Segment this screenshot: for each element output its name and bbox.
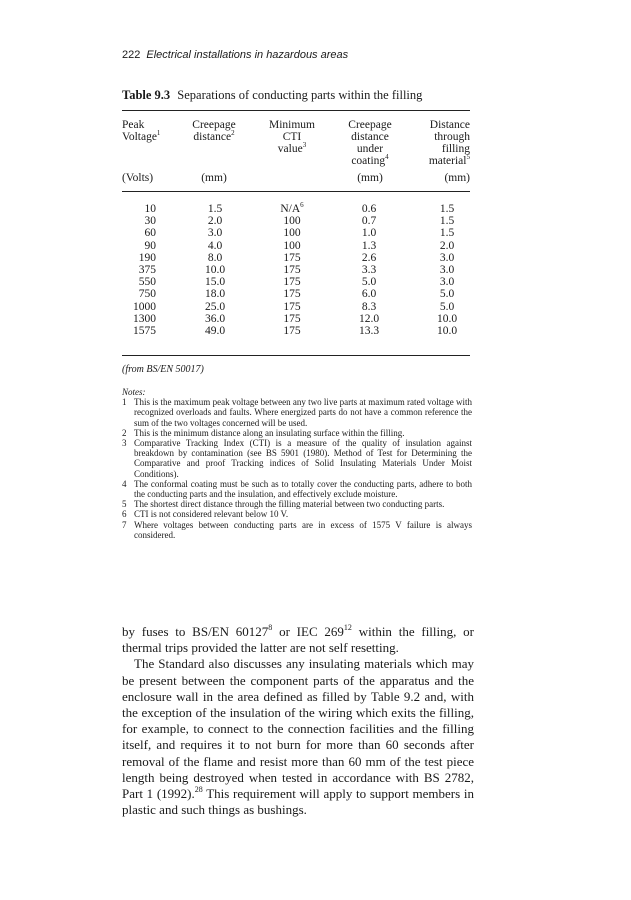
- table-cell: 36.0: [204, 312, 226, 325]
- column-header: Minimum CTI value$^3$: [268, 119, 315, 155]
- table-cell: 175: [283, 300, 301, 313]
- table-cell: 0.7: [361, 215, 377, 228]
- paragraph-1-text-b: or IEC 269: [272, 624, 344, 639]
- column-unit: (mm): [444, 172, 470, 184]
- table-cell: 2.0: [207, 215, 223, 228]
- note-item: 1 This is the maximum peak voltage between any two live parts at maximum rated voltage with recognized overloads and faults. Where energized parts do not have a common reference the sum of the two voltages concerned will be used.: [122, 397, 472, 428]
- table-header: [122, 119, 470, 189]
- table-cell: 10.0: [204, 263, 226, 276]
- table-row: [122, 203, 470, 215]
- table-top-rule: [122, 110, 470, 111]
- table-row: [122, 325, 470, 337]
- table-cell: 1575: [133, 324, 156, 337]
- table-title: Separations of conducting parts within the filling: [177, 88, 423, 102]
- paragraph-1-text-c: within the filling, or thermal trips provided the latter are not self resetting.: [122, 624, 475, 656]
- column-unit: (Volts): [122, 172, 154, 184]
- table-row: [122, 240, 470, 252]
- notes-title: Notes:: [122, 387, 146, 397]
- table-cell: 3.0: [207, 227, 223, 240]
- note-item: 4 The conformal coating must be such as to totally cover the conducting parts, adhere to both the conducting parts and the insulation, and effectively exclude moisture.: [122, 478, 472, 500]
- notes-section: [122, 387, 472, 540]
- table-cell: 12.0: [358, 312, 380, 325]
- table-cell: 8.3: [361, 300, 377, 313]
- table-cell: 1.5: [207, 203, 223, 215]
- citation-ref: 8: [268, 623, 273, 632]
- table-row: [122, 252, 470, 264]
- table-cell: 2.0: [439, 239, 455, 252]
- table-cell: 1.5: [439, 227, 455, 240]
- paragraph-2: [122, 656, 474, 818]
- table-cell: 1.3: [361, 239, 377, 252]
- table-cell: 1000: [133, 300, 156, 313]
- table-cell: 13.3: [358, 324, 380, 337]
- table-cell: 3.3: [361, 263, 377, 276]
- table-cell: 175: [283, 251, 301, 264]
- table-cell: 3.0: [439, 251, 455, 264]
- table-row: [122, 227, 470, 239]
- table-cell: 4.0: [207, 239, 223, 252]
- table-cell: 1.0: [361, 227, 377, 240]
- table-source: (from BS/EN 50017): [122, 364, 204, 375]
- paragraph-1-text-a: by fuses to BS/EN 60127: [122, 624, 269, 639]
- column-unit: (mm): [201, 172, 227, 184]
- table-cell: 100: [283, 239, 301, 252]
- column-header: Creepage distance under coating$^4$: [348, 119, 392, 167]
- table-cell: 18.0: [204, 288, 226, 301]
- table-cell: 175: [283, 263, 301, 276]
- table-cell: 550: [138, 276, 156, 289]
- table-row: [122, 264, 470, 276]
- paragraph-2-text-a: The Standard also discusses any insulating materials which may be present between the component parts of the apparatus and the enclosure wall in the area defined as filled by Table 9.2 and, with the exception of the insulation of the wiring which exits the filling, for example, to connect to the connection facilities and the filling itself, and requires it to not burn for more than 60 seconds after removal of the flame and resist more than 60 mm of the test piece length being destroyed when tested in accordance with BS 2782, Part 1 (1992).: [122, 656, 474, 802]
- paragraph-1: [122, 624, 474, 656]
- table-cell: 15.0: [204, 276, 226, 289]
- note-item: 7 Where voltages between conducting parts are in excess of 1575 V failure is always considered.: [122, 519, 472, 540]
- table-cell: 2.6: [361, 251, 377, 264]
- table-cell: 5.0: [439, 300, 455, 313]
- table-cell: 60: [144, 227, 156, 240]
- page-number: 222: [122, 49, 141, 61]
- column-header: Creepage distance$^2$: [192, 119, 236, 143]
- table-cell: 6.0: [361, 288, 377, 301]
- table-cell: 3.0: [439, 276, 455, 289]
- column-unit: (mm): [357, 172, 383, 184]
- citation-ref: 28: [194, 785, 203, 795]
- table-cell: 100: [283, 215, 301, 228]
- paragraph-2-text-b: This requirement will apply to support members in plastic and such things as bushings.: [122, 786, 474, 818]
- table-cell: 49.0: [204, 324, 226, 337]
- table-cell: 100: [283, 227, 301, 240]
- running-head: [122, 49, 348, 61]
- table-cell: 10: [144, 203, 156, 215]
- note-item: 6 CTI is not considered relevant below 10 V.: [122, 509, 289, 520]
- table-cell: 8.0: [207, 251, 223, 264]
- table-row: [122, 313, 470, 325]
- table-header-rule: [122, 191, 470, 192]
- body-text: [122, 624, 474, 818]
- column-header: Peak Voltage$^1$: [122, 119, 161, 143]
- note-item: 2 This is the minimum distance along an insulating surface within the filling.: [122, 427, 405, 438]
- note-item: 5 The shortest direct distance through the filling material between two conducting parts.: [122, 499, 445, 510]
- table-cell: 750: [138, 288, 156, 301]
- table-cell: 175: [283, 312, 301, 325]
- table-cell: 175: [283, 324, 301, 337]
- table-row: [122, 288, 470, 300]
- table-cell: 25.0: [204, 300, 226, 313]
- table-cell: 10.0: [436, 324, 458, 337]
- table-body: [122, 203, 470, 337]
- table-caption: [122, 88, 422, 103]
- note-item: 3 Comparative Tracking Index (CTI) is a measure of the quality of insulation against breakdown by contamination (see BS 5901 (1980). Method of Test for Determining the Comparative and proof Tracking indices of Solid Insulating Materials Under Moist Conditions).: [122, 438, 472, 479]
- table-bottom-rule: [122, 355, 470, 356]
- table-cell: 1300: [133, 312, 156, 325]
- table-cell: 1.5: [439, 215, 455, 228]
- citation-ref: 12: [343, 623, 352, 632]
- table-cell: 10.0: [436, 312, 458, 325]
- table-row: [122, 215, 470, 227]
- table-row: [122, 301, 470, 313]
- table-cell: 1.5: [439, 203, 455, 215]
- table-row: [122, 276, 470, 288]
- table-cell: 0.6: [361, 203, 377, 215]
- table-cell: 190: [138, 251, 156, 264]
- table-cell: 90: [144, 239, 156, 252]
- table-cell: 5.0: [361, 276, 377, 289]
- table-label: Table 9.3: [122, 88, 171, 102]
- table-cell: $N/A^6$: [280, 201, 304, 215]
- table-cell: 175: [283, 276, 301, 289]
- table-cell: 30: [144, 215, 156, 228]
- table-cell: 175: [283, 288, 301, 301]
- table-cell: 5.0: [439, 288, 455, 301]
- table-cell: 3.0: [439, 263, 455, 276]
- table-cell: 375: [138, 263, 156, 276]
- column-header: Distance through filling material$^5$: [428, 119, 470, 167]
- book-title: Electrical installations in hazardous areas: [146, 49, 349, 61]
